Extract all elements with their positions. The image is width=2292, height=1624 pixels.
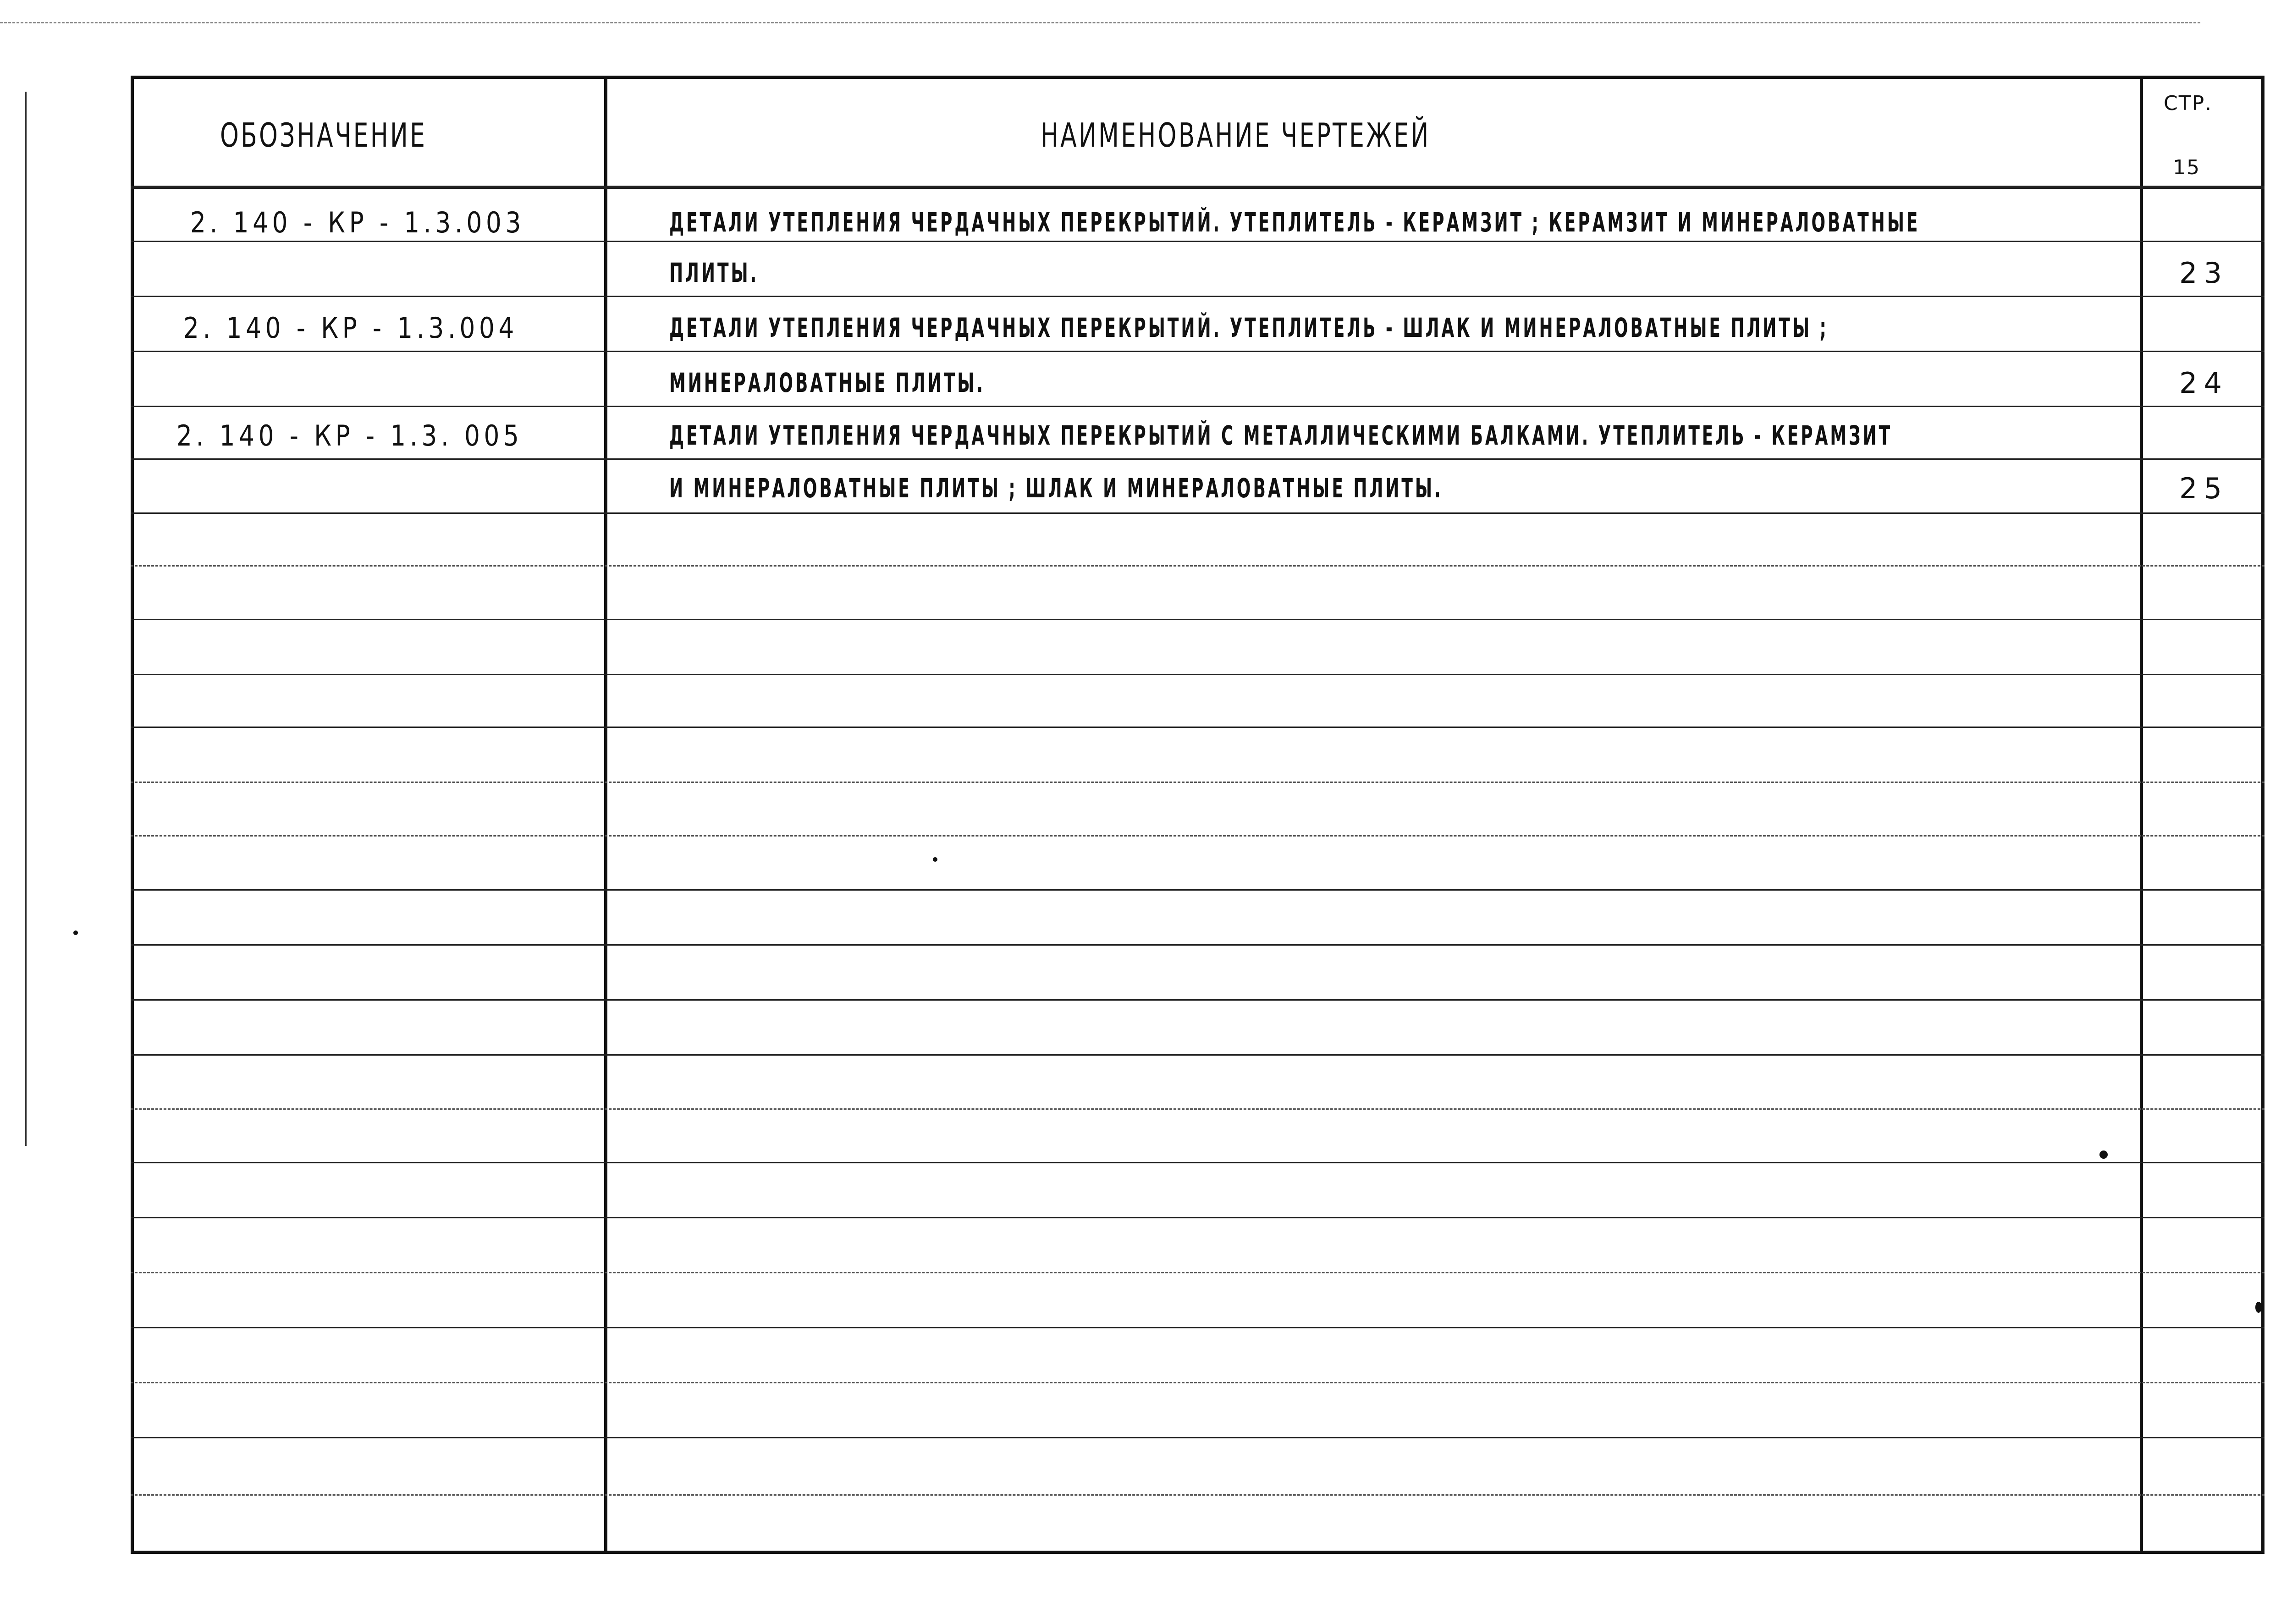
row-name: ДЕТАЛИ УТЕПЛЕНИЯ ЧЕРДАЧНЫХ ПЕРЕКРЫТИЙ С МЕТАЛЛИЧЕСКИМИ БАЛКАМИ. УТЕПЛИТЕЛЬ - КЕРАМЗИТ — [669, 420, 1893, 451]
row-rule — [131, 1494, 2264, 1496]
row-rule — [131, 782, 2264, 783]
scan-speck — [2099, 1151, 2108, 1159]
row-rule — [131, 727, 2264, 728]
row-rule — [131, 1382, 2264, 1383]
column-divider-page — [2140, 76, 2143, 1554]
row-name: ДЕТАЛИ УТЕПЛЕНИЯ ЧЕРДАЧНЫХ ПЕРЕКРЫТИЙ. УТЕПЛИТЕЛЬ - ШЛАК И МИНЕРАЛОВАТНЫЕ ПЛИТЫ ; — [669, 312, 1829, 343]
row-rule — [131, 1054, 2264, 1056]
row-page — [2143, 197, 2264, 248]
scan-speck — [933, 857, 937, 862]
row-rule — [131, 1272, 2264, 1273]
row-name: ДЕТАЛИ УТЕПЛЕНИЯ ЧЕРДАЧНЫХ ПЕРЕКРЫТИЙ. УТЕПЛИТЕЛЬ - КЕРАМЗИТ ; КЕРАМЗИТ И МИНЕРАЛОВАТНЫЕ — [669, 207, 1920, 238]
row-code: 2. 140 - КР - 1.3.003 — [190, 205, 525, 239]
row-page: 25 — [2179, 471, 2228, 505]
row-rule — [131, 1437, 2264, 1438]
header-page-number: 15 — [2173, 155, 2200, 179]
row-rule — [131, 1217, 2264, 1218]
table-frame — [131, 76, 2264, 1554]
row-name: ПЛИТЫ. — [669, 257, 759, 288]
row-page: 23 — [2179, 256, 2228, 290]
scan-speck — [73, 930, 78, 935]
row-rule — [131, 674, 2264, 675]
row-rule — [131, 1327, 2264, 1328]
header-drawing-name: НАИМЕНОВАНИЕ ЧЕРТЕЖЕЙ — [1041, 116, 1431, 154]
row-page — [2143, 410, 2264, 461]
row-page: 24 — [2179, 366, 2228, 400]
header-page-label: СТР. — [2164, 91, 2213, 115]
row-rule — [131, 835, 2264, 837]
column-divider-code — [604, 76, 607, 1554]
row-page — [2143, 303, 2264, 353]
row-rule — [131, 999, 2264, 1001]
row-rule — [131, 565, 2264, 567]
row-rule — [131, 889, 2264, 891]
row-rule — [131, 619, 2264, 620]
row-code: 2. 140 - КР - 1.3. 005 — [176, 418, 523, 452]
scan-left-edge — [25, 92, 27, 1146]
row-name: И МИНЕРАЛОВАТНЫЕ ПЛИТЫ ; ШЛАК И МИНЕРАЛОВАТНЫЕ ПЛИТЫ. — [669, 473, 1443, 504]
row-name: МИНЕРАЛОВАТНЫЕ ПЛИТЫ. — [669, 367, 986, 398]
row-code: 2. 140 - КР - 1.3.004 — [183, 311, 518, 345]
row-rule — [131, 296, 2264, 297]
row-rule — [131, 944, 2264, 946]
scan-top-dashes — [0, 22, 2200, 23]
row-rule — [131, 1108, 2264, 1110]
scan-speck — [2255, 1302, 2262, 1313]
header-bottom-rule — [131, 186, 2264, 189]
header-designation: ОБОЗНАЧЕНИЕ — [220, 116, 427, 154]
row-rule — [131, 1162, 2264, 1163]
row-rule — [131, 406, 2264, 407]
